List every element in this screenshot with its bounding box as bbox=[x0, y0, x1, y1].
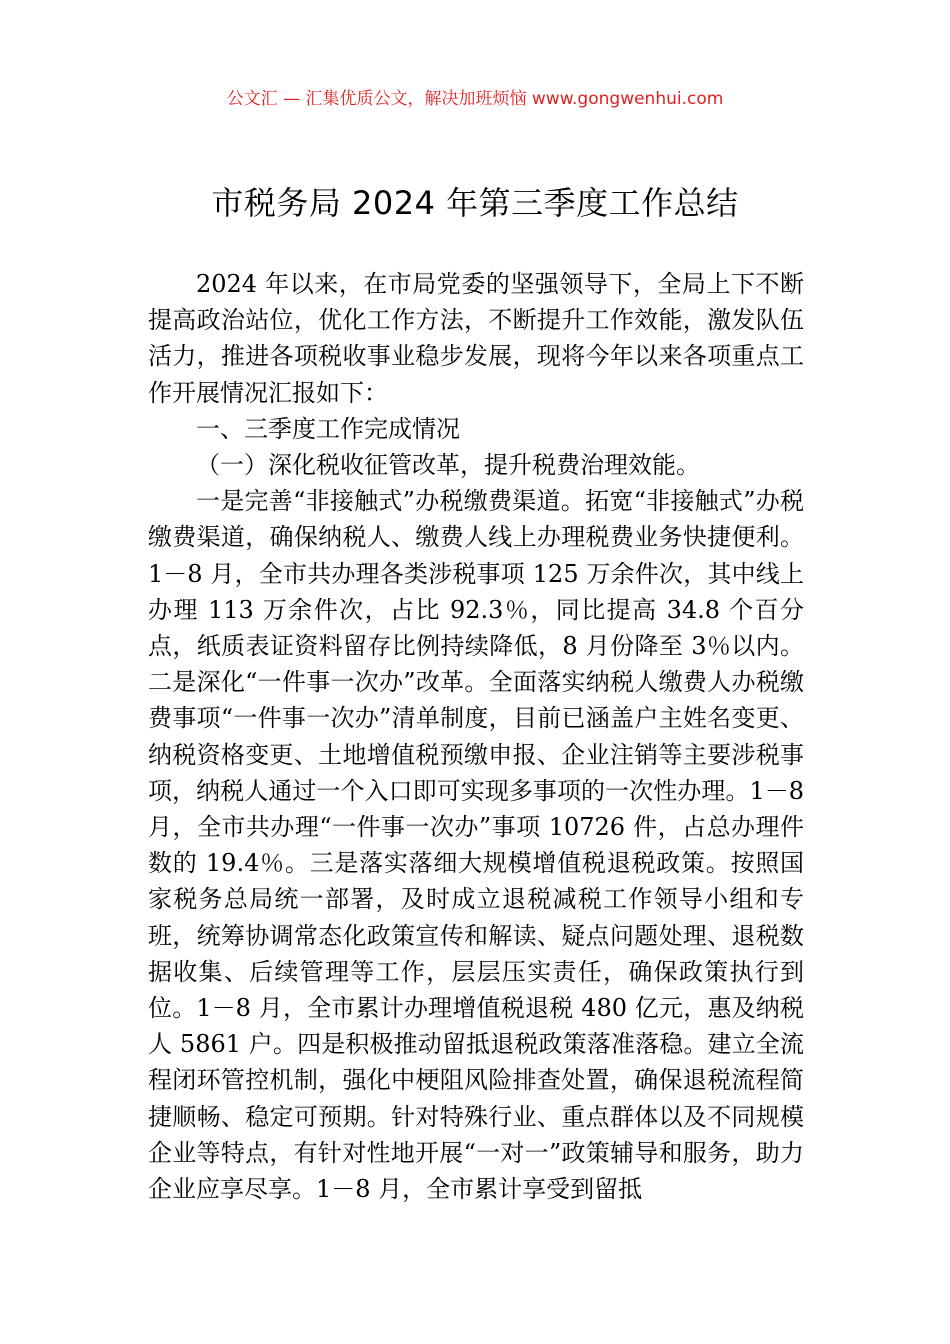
subsection-heading: （一）深化税收征管改革，提升税费治理效能。 bbox=[196, 451, 700, 480]
document-body bbox=[148, 266, 804, 1207]
header-banner: 公文汇 — 汇集优质公文，解决加班烦恼 www.gongwenhui.com bbox=[226, 89, 724, 109]
body-paragraph: 一是完善“非接触式”办税缴费渠道。拓宽“非接触式”办税缴费渠道，确保纳税人、缴费人线上办理税费业务快捷便利。1－8 月，全市共办理各类涉税事项 125 万余件次，其中线上办理 113 万余件次，占比 92.3％，同比提高 34.8 个百分点，纸质表证资料留存比例持续降低，8 月份降至 3％以内。二是深化“一件事一次办”改革。全面落实纳税人缴费人办税缴费事项“一件事一次办”清单制度，目前已涵盖户主姓名变更、纳税资格变更、土地增值税预缴申报、企业注销等主要涉税事项，纳税人通过一个入口即可实现多事项的一次性办理。1－8 月，全市共办理“一件事一次办”事项 10726 件，占总办理件数的 19.4％。三是落实落细大规模增值税退税政策。按照国家税务总局统一部署，及时成立退税减税工作领导小组和专班，统筹协调常态化政策宣传和解读、疑点问题处理、退税数据收集、后续管理等工作，层层压实责任，确保政策执行到位。1－8 月，全市累计办理增值税退税 480 亿元，惠及纳税人 5861 户。四是积极推动留抵退税政策落准落稳。建立全流程闭环管控机制，强化中梗阻风险排查处置，确保退税流程简捷顺畅、稳定可预期。针对特殊行业、重点群体以及不同规模企业等特点，有针对性地开展“一对一”政策辅导和服务，助力企业应享尽享。1－8 月，全市累计享受到留抵 bbox=[148, 487, 804, 1204]
section-heading: 一、三季度工作完成情况 bbox=[196, 414, 460, 443]
intro-paragraph: 2024 年以来，在市局党委的坚强领导下，全局上下不断提高政治站位，优化工作方法，不断提升工作效能，激发队伍活力，推进各项税收事业稳步发展，现将今年以来各项重点工作开展情况汇报如下： bbox=[148, 270, 804, 407]
document-title: 市税务局 2024 年第三季度工作总结 bbox=[211, 184, 739, 222]
